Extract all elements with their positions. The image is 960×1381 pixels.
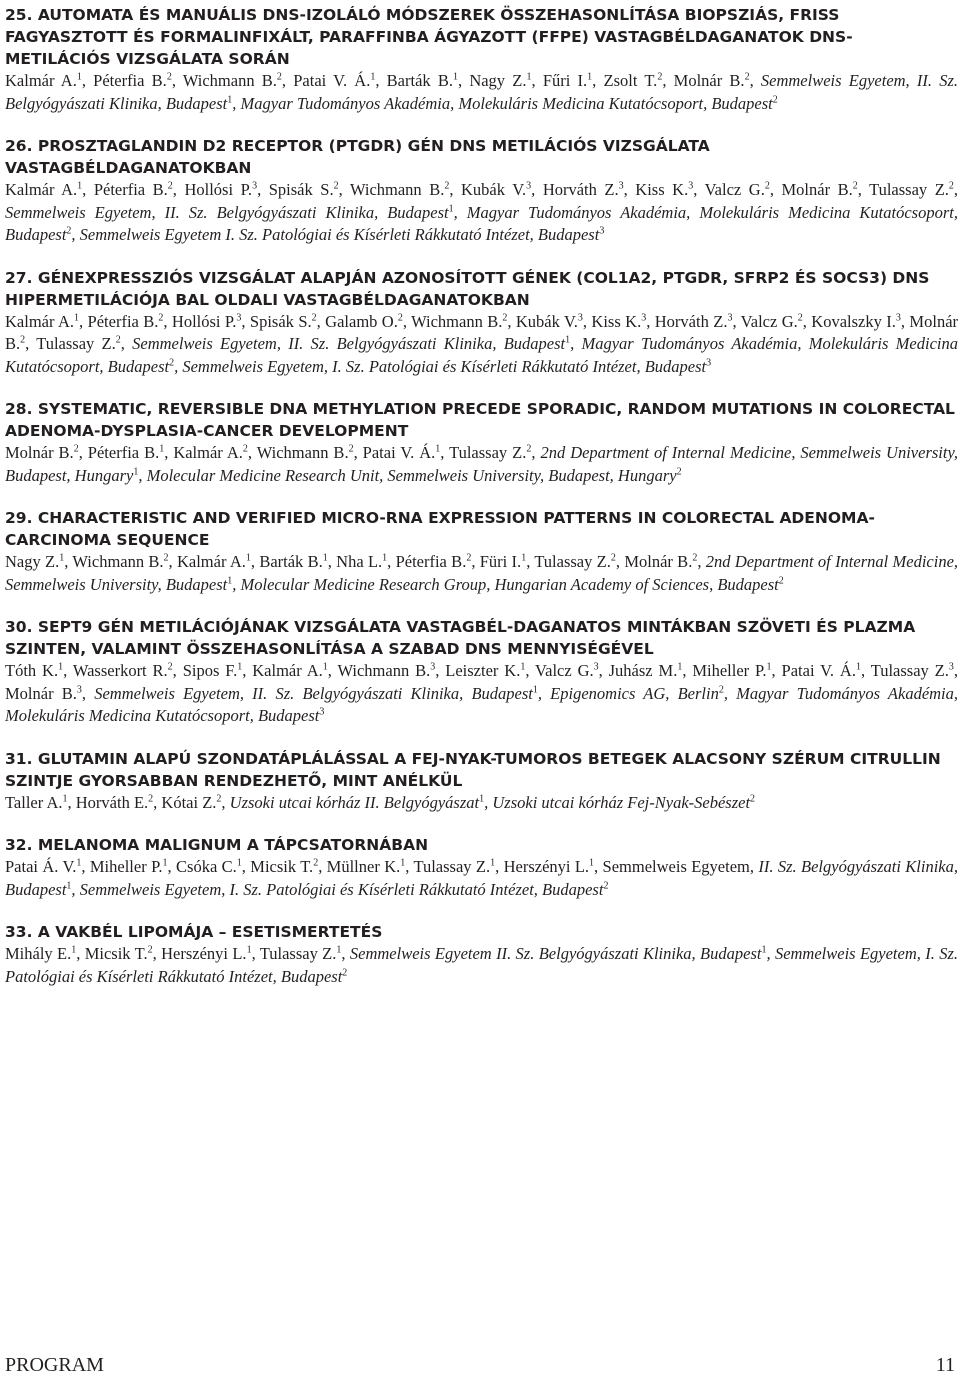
affiliation-marker: 1 — [77, 180, 83, 192]
affiliation-marker: 2 — [276, 71, 282, 83]
affiliation-marker: 2 — [73, 443, 79, 455]
author-text: , — [341, 944, 350, 963]
abstract-entry — [5, 507, 958, 596]
affiliation-marker: 3 — [895, 312, 901, 323]
affiliation-marker: 2 — [657, 71, 663, 83]
affiliation-marker: 1 — [76, 857, 82, 869]
author-text: , Kótai Z. — [153, 792, 217, 812]
affiliation-marker: 1 — [74, 312, 80, 323]
abstract-title: 33. A VAKBÉL LIPOMÁJA – ESETISMERTETÉS — [5, 923, 383, 941]
affiliation-marker: 2 — [333, 180, 339, 192]
author-text: , Péterfia B. — [82, 180, 168, 199]
affiliation-text: , Semmelweis Egyetem, I. Sz. Patológiai és Kísérleti Rákkutató Intézet, Budapest — [71, 879, 604, 899]
author-text: , Kubák V. — [507, 311, 578, 331]
author-text: , Horváth Z. — [646, 311, 728, 331]
affiliation-marker: 2 — [466, 552, 472, 564]
affiliation-marker: 1 — [490, 857, 496, 869]
author-text: , Semmelweis Egyetem, — [594, 857, 759, 876]
author-text: , — [531, 443, 541, 462]
affiliation-marker: 1 — [322, 661, 328, 673]
author-text: , Tulassay Z. — [25, 334, 116, 353]
affiliation-marker: 1 — [526, 71, 532, 83]
affiliation-marker: 2 — [148, 793, 154, 804]
author-text: , — [120, 334, 133, 353]
author-text: , Tulassay Z. — [251, 944, 337, 963]
author-text: , Nha L. — [327, 552, 383, 571]
affiliation-marker: 1 — [677, 661, 683, 673]
affiliation-text: Semmelweis Egyetem, II. Sz. Belgyógyászati Klinika, Budapest — [94, 683, 533, 703]
author-text: Patai Á. V. — [5, 857, 77, 876]
abstract-entry — [5, 616, 958, 728]
abstract-list — [5, 4, 958, 1008]
affiliation-marker: 2 — [526, 443, 532, 455]
affiliation-text: , Uzsoki utcai kórház Fej-Nyak-Sebészet — [484, 792, 751, 812]
affiliation-marker: 1 — [62, 793, 68, 804]
author-text: , Herszényi L. — [152, 944, 247, 963]
affiliation-marker: 1 — [435, 443, 441, 455]
author-text: , Galamb O. — [316, 311, 398, 331]
affiliation-marker: 2 — [216, 793, 222, 804]
author-text: , Kiss K. — [582, 311, 642, 331]
affiliation-text: , Magyar Tudományos Akadémia, Molekuláris Medicina Kutatócsoport, Budapest — [5, 202, 958, 244]
abstract-entry — [5, 748, 958, 815]
affiliation-marker: 2 — [797, 312, 803, 323]
affiliation-text: , Molecular Medicine Research Group, Hungarian Academy of Sciences, Budapest — [232, 574, 779, 594]
author-text: , Wichmann B. — [171, 71, 277, 90]
affiliation-marker: 1 — [71, 944, 77, 956]
affiliation-marker: 3 — [236, 312, 242, 323]
author-text: , Molnár B. — [769, 180, 853, 199]
affiliation-marker: 1 — [76, 71, 82, 83]
abstract-authors — [5, 943, 958, 988]
author-text: , Patai V. Á. — [281, 71, 371, 90]
affiliation-text: II. Sz. Belgyógyászati Klinika, Budapest — [5, 857, 958, 899]
author-text: , Patai V. Á. — [353, 443, 436, 462]
abstract-entry — [5, 135, 958, 247]
author-text: Tóth K. — [5, 661, 59, 680]
author-text: , Horváth E. — [67, 792, 149, 812]
affiliation-marker: 1 — [766, 661, 772, 673]
affiliation-marker: 2 — [158, 312, 164, 323]
author-text: , Barták B. — [250, 552, 323, 571]
affiliation-marker: 2 — [169, 357, 175, 368]
affiliation-marker: 2 — [778, 575, 784, 586]
affiliation-marker: 1 — [66, 880, 72, 891]
affiliation-marker: 3 — [727, 312, 733, 323]
affiliation-marker: 2 — [66, 225, 72, 237]
author-text: , Tulassay Z. — [860, 661, 949, 680]
footer-section-label: PROGRAM — [5, 1354, 104, 1376]
author-text: Kalmár A. — [5, 180, 78, 199]
affiliation-marker: 1 — [236, 857, 242, 869]
author-text: , Hollósi P. — [163, 311, 237, 331]
abstract-entry — [5, 834, 958, 901]
author-text: , Horváth Z. — [531, 180, 619, 199]
affiliation-marker: 3 — [706, 357, 712, 368]
affiliation-marker: 1 — [382, 552, 388, 564]
author-text: , Tulassay Z. — [405, 857, 491, 876]
affiliation-text: Semmelweis Egyetem, II. Sz. Belgyógyászati Klinika, Budapest — [132, 334, 566, 353]
affiliation-text: Semmelweis Egyetem II. Sz. Belgyógyászati Klinika, Budapest — [349, 944, 762, 963]
author-text: Taller A. — [5, 792, 63, 812]
author-text: Molnár B. — [5, 443, 74, 462]
author-text: , Péterfia B. — [387, 552, 467, 571]
affiliation-marker: 2 — [692, 552, 698, 564]
abstract-title: 28. SYSTEMATIC, REVERSIBLE DNA METHYLATION PRECEDE SPORADIC, RANDOM MUTATIONS IN COLORECTAL ADENOMA-DYSPLASIA-CANCER DEVELOPMENT — [5, 400, 955, 440]
abstract-title: 25. AUTOMATA ÉS MANUÁLIS DNS-IZOLÁLÓ MÓDSZEREK ÖSSZEHASONLÍTÁSA BIOPSZIÁS, FRISS FAGYASZTOTT ÉS FORMALINFIXÁLT, PARAFFINBA ÁGYAZOTT (FFPE) VASTAGBÉLDAGANATOK DNS-METILÁCIÓS VIZSGÁLATA SORÁN — [5, 6, 853, 68]
author-text: , Miheller P. — [81, 857, 163, 876]
affiliation-marker: 2 — [397, 312, 403, 323]
affiliation-marker: 2 — [242, 443, 248, 455]
affiliation-marker: 1 — [133, 466, 139, 477]
author-text: , Valcz G. — [732, 311, 798, 331]
affiliation-text: Uzsoki utcai kórház II. Belgyógyászat — [229, 792, 480, 812]
affiliation-marker: 1 — [520, 661, 526, 673]
abstract-authors — [5, 179, 958, 247]
author-text: , Kalmár A. — [168, 552, 246, 571]
abstract-entry — [5, 4, 958, 115]
author-text: , Csóka C. — [167, 857, 237, 876]
affiliation-marker: 3 — [577, 312, 583, 323]
author-text: , Spisák S. — [257, 180, 334, 199]
author-text: , Patai V. Á. — [771, 661, 856, 680]
author-text: , Miheller P. — [682, 661, 767, 680]
author-text: , Herszényi L. — [495, 857, 590, 876]
affiliation-marker: 3 — [593, 661, 599, 673]
affiliation-marker: 3 — [526, 180, 532, 192]
author-text: , Molnár B. — [5, 661, 958, 703]
affiliation-marker: 2 — [342, 967, 348, 978]
author-text: , Molnár B. — [5, 311, 959, 353]
affiliation-text: , Magyar Tudományos Akadémia, Molekuláris Medicina Kutatócsoport, Budapest — [5, 683, 959, 725]
abstract-title: 27. GÉNEXPRESSZIÓS VIZSGÁLAT ALAPJÁN AZONOSÍTOTT GÉNEK (COL1A2, PTGDR, SFRP2 ÉS SOCS3) DNS HIPERMETILÁCIÓJA BAL OLDALI VASTAGBÉLDAGANATOKBAN — [5, 268, 930, 309]
abstract-authors — [5, 442, 958, 487]
affiliation-marker: 1 — [589, 857, 595, 869]
affiliation-marker: 1 — [400, 857, 406, 869]
author-text: , Micsik T. — [241, 857, 314, 876]
affiliation-marker: 3 — [430, 661, 436, 673]
affiliation-marker: 1 — [452, 71, 458, 83]
author-text: Nagy Z. — [5, 552, 60, 571]
author-text: , Kalmár A. — [164, 443, 243, 462]
author-text: , — [749, 71, 761, 90]
author-text: , Zsolt T. — [592, 71, 658, 90]
affiliation-marker: 2 — [444, 180, 450, 192]
affiliation-marker: 1 — [587, 71, 593, 83]
author-text: , Kubák V. — [449, 180, 527, 199]
author-text: , — [953, 180, 959, 199]
author-text: , Péterfia B. — [78, 443, 160, 462]
affiliation-marker: 1 — [448, 203, 454, 214]
affiliation-marker: 3 — [641, 312, 647, 323]
affiliation-marker: 2 — [948, 180, 954, 192]
footer-page-number: 11 — [935, 1354, 955, 1376]
affiliation-marker: 1 — [227, 575, 233, 586]
affiliation-marker: 2 — [311, 312, 317, 323]
affiliation-text: , Semmelweis Egyetem, I. Sz. Patológiai és Kísérleti Rákkutató Intézet, Budapest — [174, 356, 707, 376]
author-text: , Spisák S. — [241, 311, 312, 331]
author-text: , Wichmann B. — [64, 552, 164, 571]
author-text: , Valcz G. — [525, 661, 594, 680]
affiliation-marker: 1 — [532, 684, 538, 695]
affiliation-text: , Molecular Medicine Research Unit, Semmelweis University, Budapest, Hungary — [138, 465, 677, 485]
affiliation-marker: 3 — [252, 180, 258, 192]
affiliation-marker: 1 — [761, 944, 767, 956]
author-text: , Tulassay Z. — [440, 443, 527, 462]
author-text: , Molnár B. — [615, 552, 693, 571]
affiliation-text: Semmelweis Egyetem, II. Sz. Belgyógyászati Klinika, Budapest — [5, 202, 449, 222]
affiliation-marker: 2 — [163, 552, 169, 564]
author-text: , Kiss K. — [623, 180, 689, 199]
affiliation-marker: 1 — [521, 552, 527, 564]
affiliation-marker: 3 — [319, 706, 325, 718]
affiliation-text: , Magyar Tudományos Akadémia, Molekuláris Medicina Kutatócsoport, Budapest — [5, 334, 958, 376]
author-text: , Barták B. — [375, 71, 453, 90]
author-text: , Tulassay Z. — [857, 180, 949, 199]
affiliation-marker: 2 — [313, 857, 319, 869]
page-footer — [5, 1352, 955, 1378]
affiliation-marker: 3 — [948, 661, 954, 673]
affiliation-marker: 1 — [58, 661, 64, 673]
affiliation-marker: 3 — [618, 180, 624, 192]
author-text: , Kalmár A. — [242, 661, 323, 680]
abstract-authors — [5, 70, 958, 115]
affiliation-marker: 2 — [772, 94, 778, 105]
abstract-title: 30. SEPT9 GÉN METILÁCIÓJÁNAK VIZSGÁLATA VASTAGBÉL-DAGANATOS MINTÁKBAN SZÖVETI ÉS PLAZMA SZINTEN, VALAMINT ÖSSZEHASONLÍTÁSA A SZABAD DNS MENNYISÉGÉVEL — [5, 618, 916, 658]
abstract-authors — [5, 551, 958, 596]
author-text: , — [697, 552, 706, 571]
affiliation-marker: 2 — [115, 334, 121, 346]
affiliation-marker: 1 — [227, 94, 233, 105]
affiliation-marker: 1 — [237, 661, 243, 673]
affiliation-marker: 2 — [502, 312, 508, 323]
affiliation-marker: 2 — [603, 880, 609, 891]
author-text: Kalmár A. — [5, 71, 77, 90]
author-text: , Molnár B. — [662, 71, 745, 90]
affiliation-text: 2nd Department of Internal Medicine, Semmelweis University, Budapest, Hungary — [5, 443, 959, 485]
affiliation-marker: 1 — [245, 552, 251, 564]
affiliation-marker: 3 — [688, 180, 694, 192]
affiliation-marker: 2 — [167, 180, 173, 192]
author-text: , Tulassay Z. — [526, 552, 611, 571]
affiliation-text: , Epigenomics AG, Berlin — [537, 683, 719, 703]
author-text: , Sipos F. — [172, 661, 238, 680]
author-text: , Péterfia B. — [81, 71, 167, 90]
affiliation-marker: 2 — [348, 443, 354, 455]
abstract-entry — [5, 267, 958, 379]
author-text: , Wichmann B. — [327, 661, 431, 680]
abstract-authors — [5, 660, 958, 728]
affiliation-marker: 1 — [336, 944, 342, 956]
author-text: Mihály E. — [5, 944, 72, 963]
affiliation-text: , Magyar Tudományos Akadémia, Molekuláris Medicina Kutatócsoport, Budapest — [232, 93, 773, 113]
affiliation-text: Semmelweis Egyetem, II. Sz. Belgyógyászati Klinika, Budapest — [5, 71, 959, 113]
affiliation-marker: 2 — [147, 944, 153, 956]
author-text: , Kovalszky I. — [802, 311, 896, 331]
abstract-title: 32. MELANOMA MALIGNUM A TÁPCSATORNÁBAN — [5, 836, 429, 854]
affiliation-marker: 2 — [852, 180, 858, 192]
author-text: , Juhász M. — [598, 661, 678, 680]
author-text: , Wichmann B. — [338, 180, 445, 199]
affiliation-marker: 3 — [599, 225, 605, 237]
abstract-entry — [5, 921, 958, 988]
author-text: , Micsik T. — [76, 944, 148, 963]
author-text: , Wichmann B. — [402, 311, 503, 331]
affiliation-marker: 2 — [610, 552, 616, 564]
affiliation-marker: 1 — [246, 944, 252, 956]
author-text: , Valcz G. — [693, 180, 765, 199]
abstract-title: 29. CHARACTERISTIC AND VERIFIED MICRO-RNA EXPRESSION PATTERNS IN COLORECTAL ADENOMA-CARCINOMA SEQUENCE — [5, 509, 875, 549]
abstract-authors — [5, 311, 958, 379]
author-text: Kalmár A. — [5, 311, 75, 331]
affiliation-marker: 1 — [322, 552, 328, 564]
author-text: , Leiszter K. — [435, 661, 521, 680]
affiliation-marker: 2 — [744, 71, 750, 83]
affiliation-marker: 1 — [59, 552, 65, 564]
affiliation-marker: 2 — [718, 684, 724, 695]
author-text: , — [81, 683, 95, 703]
affiliation-marker: 2 — [167, 661, 173, 673]
affiliation-marker: 1 — [565, 334, 571, 346]
abstract-authors — [5, 792, 958, 815]
author-text: , Müllner K. — [318, 857, 401, 876]
author-text: , Fűri I. — [531, 71, 588, 90]
author-text: , Hollósi P. — [172, 180, 253, 199]
abstract-title: 31. GLUTAMIN ALAPÚ SZONDATÁPLÁLÁSSAL A FEJ-NYAK-TUMOROS BETEGEK ALACSONY SZÉRUM CITRULLIN SZINTJE GYORSABBAN RENDEZHETŐ, MINT ANÉLKÜL — [5, 749, 941, 790]
affiliation-marker: 1 — [855, 661, 861, 673]
affiliation-marker: 1 — [370, 71, 376, 83]
affiliation-text: , Semmelweis Egyetem I. Sz. Patológiai és Kísérleti Rákkutató Intézet, Budapest — [71, 225, 600, 244]
author-text: , Wichmann B. — [247, 443, 349, 462]
author-text: , — [221, 792, 230, 812]
abstract-title: 26. PROSZTAGLANDIN D2 RECEPTOR (PTGDR) GÉN DNS METILÁCIÓS VIZSGÁLATA VASTAGBÉLDAGANATOKBAN — [5, 137, 710, 177]
affiliation-marker: 2 — [676, 466, 682, 477]
affiliation-marker: 1 — [162, 857, 168, 869]
author-text: , Wasserkort R. — [63, 661, 168, 680]
abstract-entry — [5, 398, 958, 487]
affiliation-text: 2nd Department of Internal Medicine, Semmelweis University, Budapest — [5, 552, 959, 594]
author-text: , Füri I. — [471, 552, 522, 571]
abstract-authors — [5, 856, 958, 901]
affiliation-marker: 2 — [750, 793, 756, 804]
affiliation-marker: 2 — [20, 334, 26, 346]
affiliation-marker: 1 — [479, 793, 485, 804]
author-text: , Nagy Z. — [457, 71, 527, 90]
affiliation-marker: 2 — [166, 71, 172, 83]
affiliation-marker: 1 — [159, 443, 165, 455]
affiliation-text: , Semmelweis Egyetem, I. Sz. Patológiai és Kísérleti Rákkutató Intézet, Budapest — [5, 944, 959, 986]
affiliation-marker: 2 — [764, 180, 770, 192]
author-text: , Péterfia B. — [79, 311, 159, 331]
affiliation-marker: 3 — [76, 684, 82, 695]
